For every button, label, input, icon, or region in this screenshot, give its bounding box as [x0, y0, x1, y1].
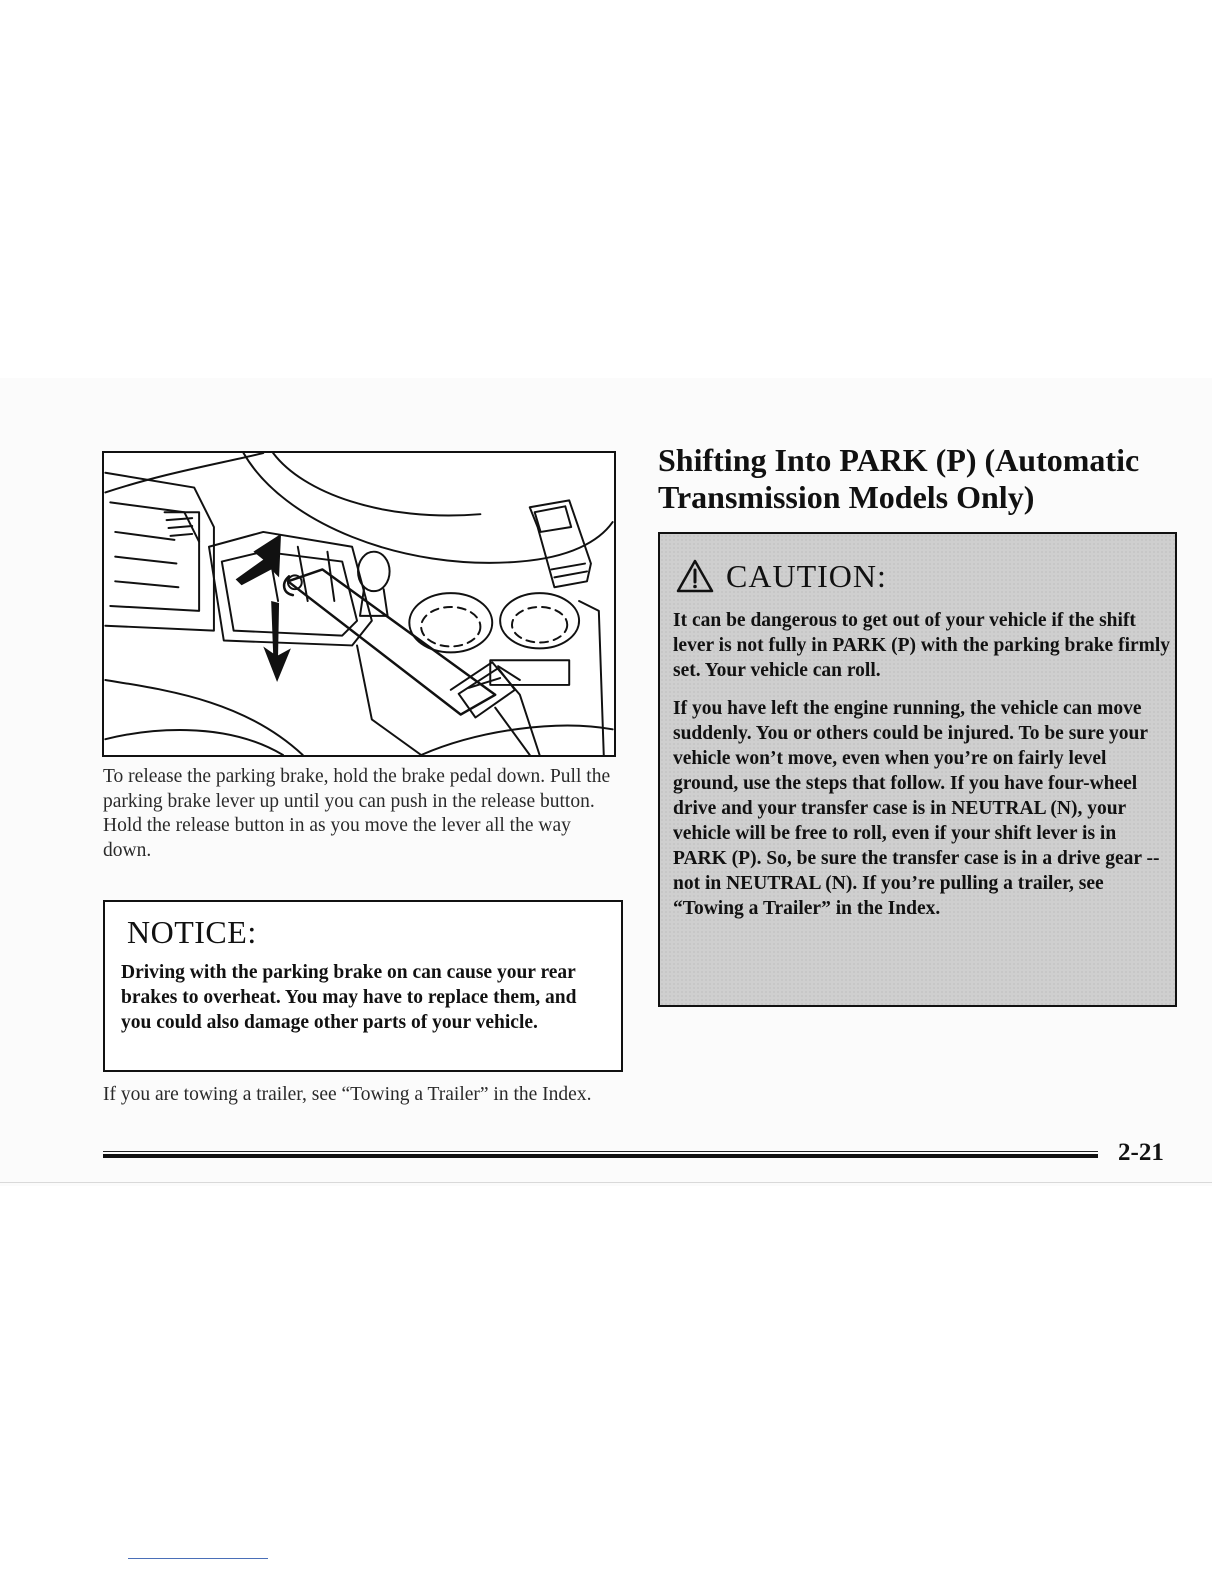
- parking-brake-lever-drawing: [104, 453, 614, 755]
- parking-brake-illustration: [102, 451, 616, 757]
- section-heading: Shifting Into PARK (P) (Automatic Transmission Models Only): [658, 442, 1140, 515]
- warning-triangle-icon: [676, 559, 714, 593]
- caution-box: [658, 532, 1177, 1007]
- notice-body: Driving with the parking brake on can cause your rear brakes to overheat. You may have to replace them, and you could also damage other parts of your vehicle.: [121, 962, 577, 1033]
- notice-box: [103, 900, 623, 1072]
- footer-rule-thin: [103, 1151, 1098, 1152]
- page-corner-line: [128, 1558, 268, 1559]
- page-number: 2-21: [1118, 1139, 1164, 1166]
- caution-paragraph-2: If you have left the engine running, the vehicle can move suddenly. You or others could be injured. To be sure your vehicle won’t move, even when you’re on fairly level ground, use the steps that follow. If you have four-wheel drive and your transfer case is in NEUTRAL (N), your vehicle will be free to roll, even if your shift lever is in PARK (P). So, be sure the transfer case is in a drive gear -- not in NEUTRAL (N). If you’re pulling a trailer, see “Towing a Trailer” in the Index.: [673, 698, 1160, 919]
- band-bottom-edge: [0, 1182, 1212, 1183]
- footer-rule-thick: [103, 1154, 1098, 1158]
- notice-title: NOTICE:: [127, 914, 257, 950]
- towing-reference-text: If you are towing a trailer, see “Towing a Trailer” in the Index.: [103, 1084, 592, 1105]
- caution-header: [676, 556, 887, 596]
- caution-title: CAUTION:: [726, 557, 887, 594]
- parking-brake-release-instructions: To release the parking brake, hold the brake pedal down. Pull the parking brake lever up until you can push in the release button. Hold the release button in as you move the lever all the way down.: [103, 766, 611, 861]
- caution-paragraph-1: It can be dangerous to get out of your vehicle if the shift lever is not fully in PARK (P) with the parking brake firmly set. Your vehicle can roll.: [673, 610, 1171, 681]
